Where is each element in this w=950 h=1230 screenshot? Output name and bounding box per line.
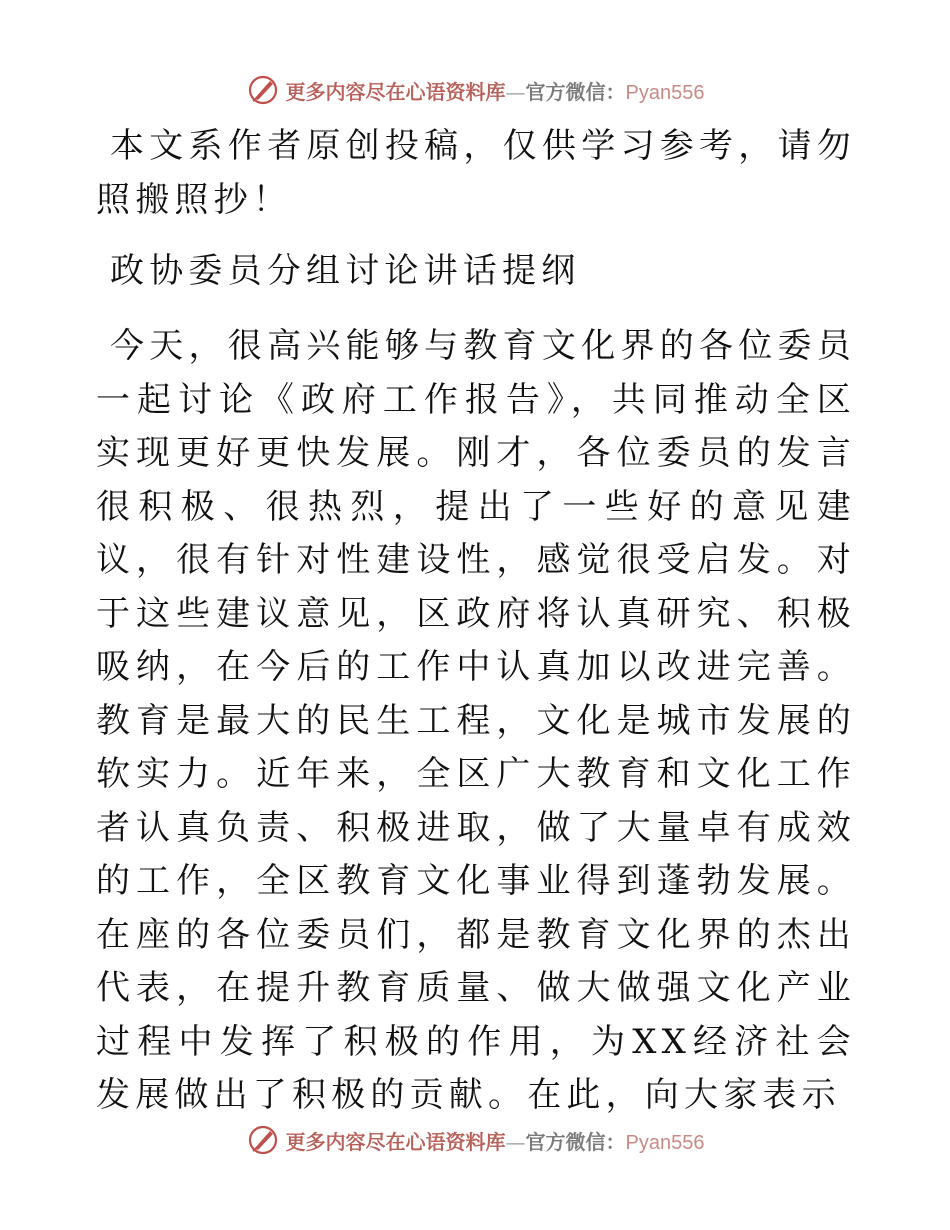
watermark-wechat-id: Pyan556 [625, 1131, 705, 1154]
watermark-official-label: 官方微信： [525, 1129, 626, 1154]
quill-pen-circle-icon [246, 1123, 280, 1157]
watermark-text [286, 76, 705, 105]
header-watermark [0, 70, 950, 110]
watermark-separator: — [505, 79, 526, 104]
watermark-separator: — [505, 1129, 526, 1154]
quill-pen-circle-icon [246, 73, 280, 107]
copyright-notice: 本文系作者原创投稿，仅供学习参考，请勿照搬照抄！ [96, 126, 856, 220]
document-page [96, 120, 856, 1123]
watermark-text [286, 1126, 705, 1155]
footer-watermark [0, 1120, 950, 1160]
watermark-official-label: 官方微信： [525, 79, 626, 104]
watermark-main-text: 更多内容尽在心语资料库 [285, 1129, 506, 1154]
document-title: 政协委员分组讨论讲话提纲 [110, 251, 581, 291]
watermark-wechat-id: Pyan556 [625, 81, 705, 104]
document-body-paragraph: 今天，很高兴能够与教育文化界的各位委员一起讨论《政府工作报告》，共同推动全区实现更好更快发展。刚才，各位委员的发言很积极、很热烈，提出了一些好的意见建议，很有针对性建设性，感觉很受启发。对于这些建议意见，区政府将认真研究、积极吸纳，在今后的工作中认真加以改进完善。教育是最大的民生工程，文化是城市发展的软实力。近年来，全区广大教育和文化工作者认真负责、积极进取，做了大量卓有成效的工作，全区教育文化事业得到蓬勃发展。在座的各位委员们，都是教育文化界的杰出代表，在提升教育质量、做大做强文化产业过程中发挥了积极的作用，为XX经济社会发展做出了积极的贡献。在此，向大家表示 [96, 326, 856, 1115]
watermark-main-text: 更多内容尽在心语资料库 [285, 79, 506, 104]
